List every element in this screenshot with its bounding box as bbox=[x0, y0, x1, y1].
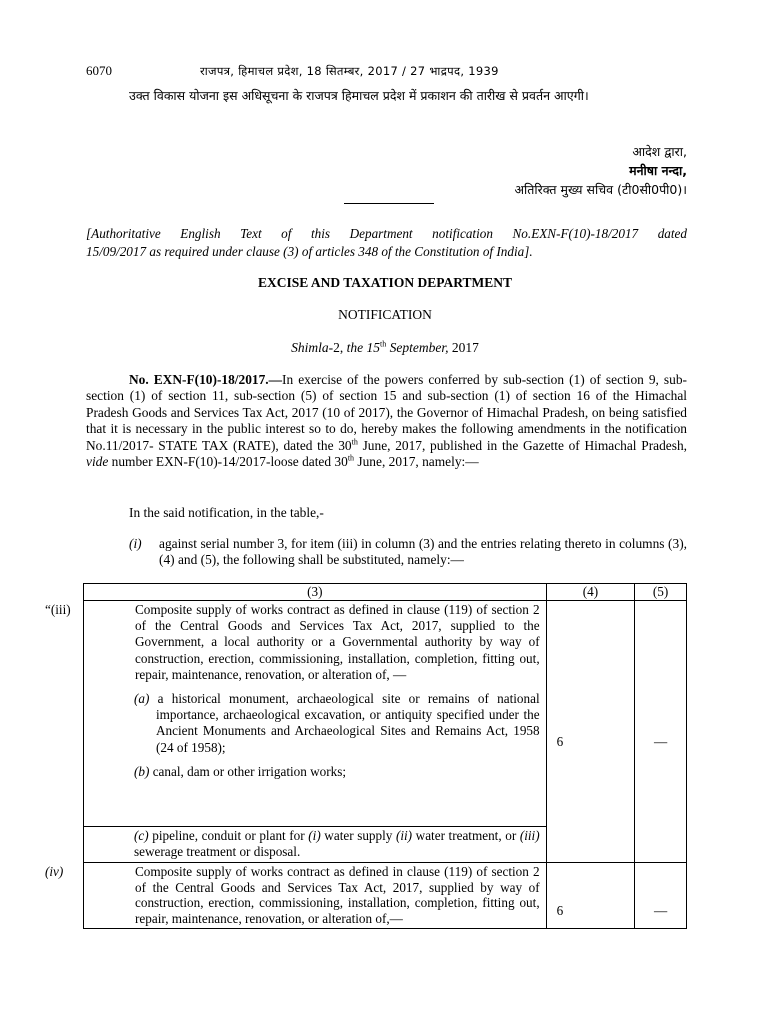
row-iii-sub-a bbox=[90, 691, 540, 756]
notification-body bbox=[86, 372, 687, 470]
body-text-b: June, 2017, published in the Gazette of Himachal Pradesh, bbox=[357, 437, 687, 453]
row-iv-rate-value: 6 bbox=[556, 903, 564, 918]
row-iv-rate bbox=[546, 863, 635, 929]
place-name: Shimla bbox=[291, 340, 329, 355]
body-text-a: In exercise of the powers conferred by sub-section (1) of section 9, sub- section (1) of section 11, sub-section (5) of section 15 and sub-section (1) of section 16 of the Himachal Pradesh Goods and Services Tax Act, 2017 (10 of 2017), the Governor of Himachal Pradesh, on being satisfied that it is necessary in the public interest so to do, hereby makes the following amendments in the notification No.11/2017- STATE TAX (RATE), dated the 30 bbox=[86, 372, 687, 453]
authoritative-text-line-2: 15/09/2017 as required under clause (3) of articles 348 of the Constitution of India]. bbox=[86, 244, 533, 259]
sub-c-ii: (ii) bbox=[395, 828, 413, 843]
sub-b-text: canal, dam or other irrigation works; bbox=[152, 763, 347, 779]
sub-c-text-1: pipeline, conduit or plant for bbox=[152, 828, 309, 843]
table-header-col4: (4) bbox=[546, 584, 635, 601]
table-row-iv bbox=[84, 863, 687, 929]
row-iii-sub-c bbox=[84, 827, 546, 862]
sub-a-label: (a) bbox=[134, 691, 150, 707]
signature-name: मनीषा नन्दा, bbox=[629, 163, 687, 178]
date-day: the 15 bbox=[346, 340, 381, 355]
row-iii-sub-c-cell bbox=[84, 827, 547, 863]
table-row-iii bbox=[84, 601, 687, 827]
row-iii-text: Composite supply of works contract as defined in clause (119) of section 2 of the Central Goods and Services Tax Act, 2017, supplied to the Government, a local authority or a Governmental authority by way of construction, erection, commissioning, installation, completion, fitting out, repair, maintenance, renovation, or alteration of, — bbox=[135, 602, 540, 682]
sub-c-iii: (iii) bbox=[519, 828, 540, 843]
notification-ref-no: No. EXN-F(10)-18/2017.— bbox=[129, 372, 283, 387]
place-and-date bbox=[0, 340, 770, 356]
sub-b-label: (b) bbox=[134, 763, 150, 779]
separator-line bbox=[344, 203, 434, 204]
row-iii-col5 bbox=[635, 601, 687, 863]
signature-by-order: आदेश द्वारा, bbox=[632, 144, 687, 159]
schedule-table bbox=[45, 583, 687, 929]
row-iii-sub-b bbox=[90, 764, 540, 780]
item-i-number: (i) bbox=[129, 536, 142, 551]
table-header-col3: (3) bbox=[84, 584, 547, 601]
item-i-text: against serial number 3, for item (iii) in column (3) and the entries relating thereto in columns (3), (4) and (5), the following shall be substituted, namely:— bbox=[159, 536, 687, 568]
row-iv-col5-value: — bbox=[654, 903, 668, 918]
body-ordinal-2: th bbox=[347, 453, 355, 463]
body-text-d: June, 2017, namely:— bbox=[354, 454, 479, 470]
sub-c-text-3: water treatment, or bbox=[412, 828, 520, 843]
date-month: September, bbox=[386, 340, 452, 355]
amendment-item-i bbox=[129, 536, 687, 569]
sub-c-i: (i) bbox=[308, 828, 321, 843]
hindi-paragraph: उक्त विकास योजना इस अधिसूचना के राजपत्र हिमाचल प्रदेश में प्रकाशन की तारीख से प्रवर्तन आएगी। bbox=[129, 88, 589, 103]
signature-designation: अतिरिक्त मुख्य सचिव (टी0सी0पी0)। bbox=[514, 182, 687, 197]
row-iii-col5-value: — bbox=[654, 734, 668, 749]
table-header-row bbox=[84, 584, 687, 601]
date-ordinal: th bbox=[380, 339, 387, 349]
department-heading: EXCISE AND TAXATION DEPARTMENT bbox=[258, 275, 512, 290]
row-iii-label: “(iii) bbox=[45, 602, 71, 617]
row-iv-label: (iv) bbox=[45, 864, 64, 879]
page-number: 6070 bbox=[86, 63, 112, 78]
row-iv-col5 bbox=[635, 863, 687, 929]
row-iv-main bbox=[45, 864, 540, 926]
date-year: 2017 bbox=[451, 340, 479, 355]
notification-heading: NOTIFICATION bbox=[338, 307, 432, 322]
row-iii-main bbox=[45, 602, 540, 683]
in-said-notification: In the said notification, in the table,- bbox=[129, 505, 324, 520]
row-iv-description bbox=[45, 863, 547, 929]
body-text-c: number EXN-F(10)-14/2017-loose dated 30 bbox=[108, 454, 348, 470]
sub-c-text-4: sewerage treatment or disposal. bbox=[134, 844, 301, 859]
sub-a-text: a historical monument, archaeological site or remains of national importance, archaeological excavation, or antiquity specified under the Ancient Monuments and Archaeological Sites and Remains Act, 1958 (24 of 1958); bbox=[156, 691, 540, 755]
sub-c-label: (c) bbox=[134, 828, 149, 843]
authoritative-text-note bbox=[86, 225, 687, 261]
row-iii-rate bbox=[546, 601, 635, 863]
row-iii-description bbox=[45, 601, 547, 827]
body-ordinal-1: th bbox=[351, 437, 358, 447]
sub-c-text-2: water supply bbox=[320, 828, 396, 843]
row-iv-text: Composite supply of works contract as defined in clause (119) of section 2 of the Central Goods and Services Tax Act, 2017, supplied by way of construction, erection, commissioning, installation, completion, fitting out, repair, maintenance, renovation, or alteration of,— bbox=[135, 864, 540, 926]
authoritative-text-line-1: [Authoritative English Text of this Department notification No.EXN-F(10)-18/2017 dated bbox=[86, 226, 687, 241]
table-header-col5: (5) bbox=[635, 584, 687, 601]
place-suffix: -2, bbox=[328, 340, 347, 355]
gazette-header: राजपत्र, हिमाचल प्रदेश, 18 सितम्बर, 2017 / 27 भाद्रपद, 1939 bbox=[200, 64, 499, 78]
body-vide: vide bbox=[86, 454, 109, 470]
row-iii-rate-value: 6 bbox=[556, 734, 564, 749]
